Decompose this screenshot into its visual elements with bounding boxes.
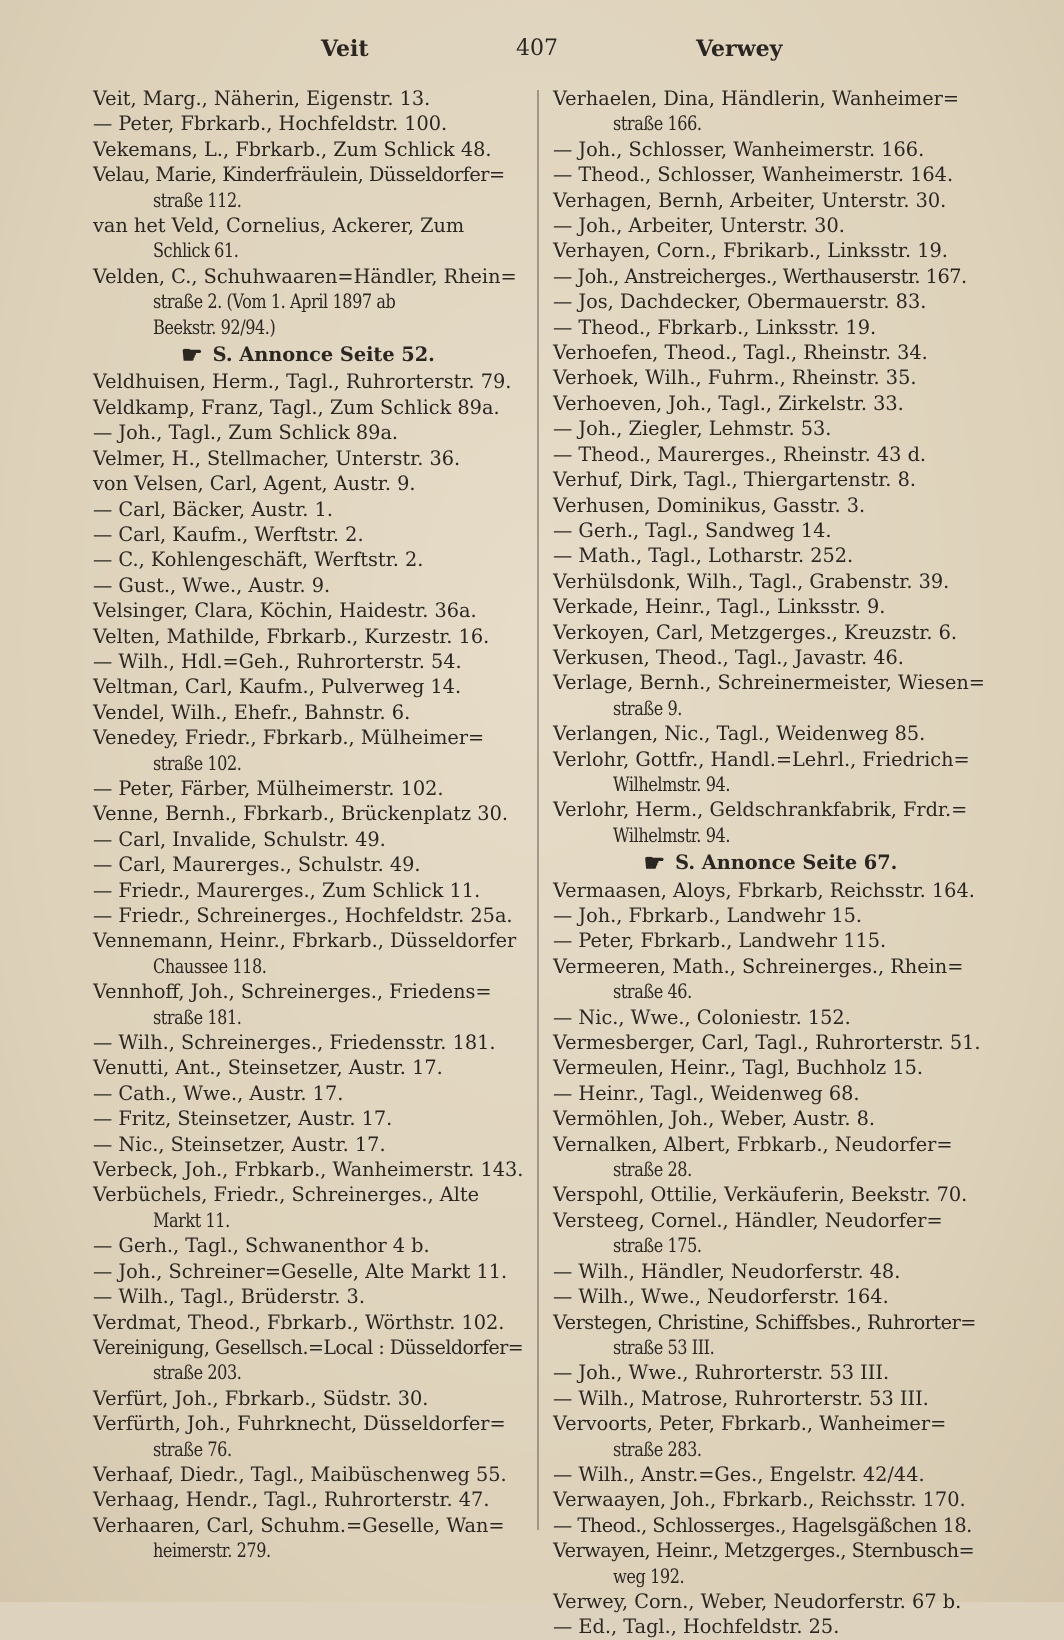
directory-entry (93, 264, 523, 340)
entry-line: — Wilh., Wwe., Neudorferstr. 164. (553, 1285, 889, 1309)
entry-continuation-line: straße 203. (152, 1361, 242, 1385)
entry-line: — Nic., Wwe., Coloniestr. 152. (553, 1005, 851, 1029)
entry-line: Verwaayen, Joh., Fbrkarb., Reichsstr. 170. (553, 1488, 966, 1512)
entry-line: Verwayen, Heinr., Metzgerges., Sternbusch= (553, 1539, 975, 1563)
directory-entry (93, 137, 523, 162)
entry-line: — Peter, Fbrkarb., Landwehr 115. (553, 929, 887, 953)
directory-entry (93, 547, 523, 572)
entry-line: Verlangen, Nic., Tagl., Weidenweg 85. (553, 722, 926, 746)
directory-entry (93, 162, 523, 213)
directory-entry (93, 1233, 523, 1258)
entry-line: Vermeulen, Heinr., Tagl, Buchholz 15. (553, 1056, 924, 1080)
entry-line: Vermeeren, Math., Schreinerges., Rhein= (553, 954, 964, 978)
entry-line: Verhoek, Wilh., Fuhrm., Rheinstr. 35. (553, 366, 917, 390)
directory-entry (553, 569, 988, 594)
entry-line: — C., Kohlengeschäft, Werftstr. 2. (93, 548, 424, 572)
entry-line: — Carl, Invalide, Schulstr. 49. (93, 827, 386, 851)
directory-entry (93, 1284, 523, 1309)
directory-entry (93, 369, 523, 394)
entry-line: Verkade, Heinr., Tagl., Linksstr. 9. (553, 595, 886, 619)
directory-entry (553, 670, 988, 721)
directory-entry (553, 1386, 988, 1411)
directory-entry (553, 1081, 988, 1106)
entry-line: — Wilh., Hdl.=Geh., Ruhrorterstr. 54. (93, 649, 462, 673)
entry-line: Velmer, H., Stellmacher, Unterstr. 36. (93, 446, 461, 470)
entry-line: Verhuf, Dirk, Tagl., Thiergartenstr. 8. (553, 468, 916, 492)
directory-entry (553, 1360, 988, 1385)
entry-line: — Fritz, Steinsetzer, Austr. 17. (93, 1107, 393, 1131)
entry-line: — Gerh., Tagl., Schwanenthor 4 b. (93, 1234, 430, 1258)
directory-entry (553, 289, 988, 314)
page-number: 407 (516, 36, 558, 61)
entry-line: Verbeck, Joh., Frbkarb., Wanheimerstr. 143. (93, 1158, 524, 1182)
directory-entry (93, 1030, 523, 1055)
entry-continuation-line: straße 166. (613, 112, 702, 136)
directory-entry (553, 493, 988, 518)
directory-entry (553, 645, 988, 670)
entry-continuation-line: heimerstr. 279. (152, 1539, 271, 1563)
directory-entry (93, 1513, 523, 1564)
directory-entry (553, 518, 988, 543)
directory-entry (93, 471, 523, 496)
entry-line: — Joh., Wwe., Ruhrorterstr. 53 III. (553, 1361, 890, 1385)
entry-line: — Carl, Maurerges., Schulstr. 49. (93, 853, 421, 877)
entry-line: Verlohr, Gottfr., Handl.=Lehrl., Friedrich= (553, 747, 970, 771)
directory-entry (553, 340, 988, 365)
directory-entry (553, 1106, 988, 1131)
directory-entry (553, 365, 988, 390)
entry-line: — Joh., Schreiner=Geselle, Alte Markt 11. (93, 1259, 508, 1283)
directory-entry (553, 903, 988, 928)
directory-entry (93, 852, 523, 877)
entry-line: — Wilh., Schreinerges., Friedensstr. 181. (93, 1031, 496, 1055)
entry-line: — Jos, Dachdecker, Obermauerstr. 83. (553, 290, 927, 314)
directory-entry (93, 1106, 523, 1131)
directory-entry (93, 1182, 523, 1233)
entry-line: — Carl, Kaufm., Werftstr. 2. (93, 522, 364, 546)
directory-entry (553, 1538, 988, 1589)
entry-continuation-line: straße 102. (152, 751, 242, 775)
entry-continuation-line: straße 9. (613, 696, 682, 720)
entry-continuation-line: Beekstr. 92/94.) (152, 315, 276, 339)
directory-entry (553, 878, 988, 903)
entry-line: Vermaasen, Aloys, Fbrkarb, Reichsstr. 164. (553, 878, 975, 902)
directory-entry (553, 1055, 988, 1080)
entry-line: Veldkamp, Franz, Tagl., Zum Schlick 89a. (93, 395, 500, 419)
entry-line: Verlage, Bernh., Schreinermeister, Wiesen= (553, 671, 985, 695)
directory-entry (93, 674, 523, 699)
entry-line: Vennemann, Heinr., Fbrkarb., Düsseldorfer (93, 929, 517, 953)
directory-entry (93, 1259, 523, 1284)
directory-entry (93, 573, 523, 598)
entry-line: Veltman, Carl, Kaufm., Pulverweg 14. (93, 675, 462, 699)
entry-line: Verkusen, Theod., Tagl., Javastr. 46. (553, 645, 904, 669)
entry-line: Vekemans, L., Fbrkarb., Zum Schlick 48. (93, 137, 492, 161)
directory-entry (93, 86, 523, 111)
entry-line: — Gust., Wwe., Austr. 9. (93, 573, 331, 597)
entry-line: — Joh., Arbeiter, Unterstr. 30. (553, 214, 845, 238)
directory-entry (553, 1614, 988, 1639)
directory-entry (93, 1335, 523, 1386)
entry-line: — Theod., Fbrkarb., Linksstr. 19. (553, 315, 877, 339)
directory-entry (93, 395, 523, 420)
entry-continuation-line: straße 46. (613, 980, 692, 1004)
entry-line: — Nic., Steinsetzer, Austr. 17. (93, 1132, 386, 1156)
directory-entry (553, 1132, 988, 1183)
entry-line: Verspohl, Ottilie, Verkäuferin, Beekstr. 70. (553, 1183, 968, 1207)
entry-continuation-line: straße 76. (152, 1437, 232, 1461)
directory-entry (553, 954, 988, 1005)
directory-entry (553, 137, 988, 162)
page-header (0, 36, 1064, 72)
pointing-hand-icon: ☛ (181, 340, 203, 370)
entry-continuation-line: Markt 11. (152, 1208, 230, 1232)
directory-entry (93, 1132, 523, 1157)
directory-entry (93, 979, 523, 1030)
pointing-hand-icon: ☛ (643, 848, 666, 878)
directory-entry (553, 1259, 988, 1284)
entry-line: Venne, Bernh., Fbrkarb., Brückenplatz 30. (93, 802, 508, 826)
directory-entry (93, 1081, 523, 1106)
entry-continuation-line: straße 283. (613, 1437, 702, 1461)
entry-line: Verwey, Corn., Weber, Neudorferstr. 67 b. (553, 1589, 962, 1613)
directory-entry (93, 649, 523, 674)
entry-line: — Wilh., Anstr.=Ges., Engelstr. 42/44. (553, 1462, 925, 1486)
directory-entry (93, 1386, 523, 1411)
entry-line: — Wilh., Matrose, Ruhrorterstr. 53 III. (553, 1386, 929, 1410)
directory-entry (553, 721, 988, 746)
entry-line: Verhaaren, Carl, Schuhm.=Geselle, Wan= (93, 1513, 505, 1537)
entry-continuation-line: straße 112. (152, 188, 242, 212)
directory-entry (553, 162, 988, 187)
entry-line: — Joh., Tagl., Zum Schlick 89a. (93, 421, 399, 445)
directory-entry (93, 497, 523, 522)
directory-entry (553, 1284, 988, 1309)
directory-entry (553, 1182, 988, 1207)
entry-continuation-line: straße 28. (613, 1158, 692, 1182)
header-right-keyword: Verwey (696, 36, 783, 62)
directory-entry (553, 1030, 988, 1055)
directory-entry (93, 1157, 523, 1182)
entry-line: Vernalken, Albert, Frbkarb., Neudorfer= (553, 1132, 953, 1156)
directory-entry (93, 801, 523, 826)
entry-continuation-line: straße 53 III. (613, 1335, 715, 1359)
entry-line: — Joh., Anstreicherges., Werthauserstr. 167. (553, 264, 967, 288)
directory-entry (553, 1005, 988, 1030)
entry-line: Vermesberger, Carl, Tagl., Ruhrorterstr. 51. (553, 1031, 981, 1055)
directory-entry (93, 878, 523, 903)
directory-entry (553, 238, 988, 263)
directory-entry (553, 594, 988, 619)
entry-line: — Joh., Fbrkarb., Landwehr 15. (553, 904, 863, 927)
directory-entry (93, 903, 523, 928)
directory-entry (553, 797, 988, 848)
entry-line: — Math., Tagl., Lotharstr. 252. (553, 544, 854, 568)
directory-entry (553, 213, 988, 238)
entry-line: — Gerh., Tagl., Sandweg 14. (553, 518, 832, 542)
directory-entry (93, 725, 523, 776)
directory-entry (553, 1462, 988, 1487)
entry-line: Velsinger, Clara, Köchin, Haidestr. 36a. (93, 599, 477, 623)
directory-entry (553, 391, 988, 416)
directory-entry (553, 928, 988, 953)
entry-line: Venedey, Friedr., Fbrkarb., Mülheimer= (93, 726, 485, 750)
entry-line: — Peter, Färber, Mülheimerstr. 102. (93, 776, 444, 800)
directory-entry (553, 1310, 988, 1361)
entry-line: Verhaaf, Diedr., Tagl., Maibüschenweg 55. (93, 1462, 507, 1486)
entry-continuation-line: Schlick 61. (152, 239, 239, 263)
entry-line: Verhülsdonk, Wilh., Tagl., Grabenstr. 39. (553, 569, 950, 593)
directory-entry (93, 776, 523, 801)
entry-line: Verbüchels, Friedr., Schreinerges., Alte (93, 1183, 480, 1207)
directory-entry (553, 188, 988, 213)
entry-line: Verstegen, Christine, Schiffsbes., Ruhrorter= (553, 1310, 976, 1334)
entry-line: von Velsen, Carl, Agent, Austr. 9. (93, 472, 416, 496)
entry-line: — Cath., Wwe., Austr. 17. (93, 1081, 344, 1105)
entry-line: Vermöhlen, Joh., Weber, Austr. 8. (553, 1107, 875, 1131)
entry-line: Velau, Marie, Kinderfräulein, Düsseldorfer= (93, 163, 505, 187)
directory-entry (93, 700, 523, 725)
entry-line: — Ed., Tagl., Hochfeldstr. 25. (553, 1615, 840, 1639)
directory-entry (93, 1411, 523, 1462)
directory-entry (93, 111, 523, 136)
entry-line: Verhusen, Dominikus, Gasstr. 3. (553, 493, 866, 517)
entry-continuation-line: Chaussee 118. (152, 954, 267, 978)
directory-entry (93, 420, 523, 445)
entry-line: Verfürt, Joh., Fbrkarb., Südstr. 30. (93, 1386, 429, 1410)
directory-entry (553, 543, 988, 568)
directory-entry (93, 827, 523, 852)
annonce-reference (553, 848, 988, 878)
directory-entry (553, 264, 988, 289)
directory-entry (553, 442, 988, 467)
directory-entry (553, 620, 988, 645)
entry-line: Vendel, Wilh., Ehefr., Bahnstr. 6. (93, 700, 411, 724)
directory-entry (553, 416, 988, 441)
entry-continuation-line: Wilhelmstr. 94. (613, 823, 731, 847)
right-column (553, 86, 988, 1640)
directory-entry (553, 86, 988, 137)
entry-line: Verfürth, Joh., Fuhrknecht, Düsseldorfer= (93, 1412, 506, 1436)
entry-line: Verkoyen, Carl, Metzgerges., Kreuzstr. 6. (553, 620, 958, 644)
header-left-keyword: Veit (321, 36, 369, 62)
annonce-reference (93, 340, 523, 370)
entry-line: — Wilh., Tagl., Brüderstr. 3. (93, 1285, 365, 1309)
entry-line: Verhayen, Corn., Fbrikarb., Linksstr. 19. (553, 239, 948, 263)
entry-line: — Friedr., Maurerges., Zum Schlick 11. (93, 878, 481, 902)
entry-line: Veit, Marg., Näherin, Eigenstr. 13. (93, 87, 431, 110)
directory-entry (93, 213, 523, 264)
directory-entry (553, 467, 988, 492)
directory-entry (553, 315, 988, 340)
entry-line: — Joh., Schlosser, Wanheimerstr. 166. (553, 137, 925, 161)
directory-entry (553, 747, 988, 798)
directory-entry (93, 624, 523, 649)
entry-line: — Theod., Schlosser, Wanheimerstr. 164. (553, 163, 954, 187)
entry-line: van het Veld, Cornelius, Ackerer, Zum (93, 214, 465, 238)
entry-line: Venutti, Ant., Steinsetzer, Austr. 17. (93, 1056, 443, 1080)
directory-entry (93, 598, 523, 623)
entry-line: — Peter, Fbrkarb., Hochfeldstr. 100. (93, 112, 448, 136)
entry-continuation-line: weg 192. (613, 1564, 685, 1588)
entry-line: — Heinr., Tagl., Weidenweg 68. (553, 1081, 860, 1105)
column-divider (537, 90, 539, 1530)
entry-line: — Friedr., Schreinerges., Hochfeldstr. 25a. (93, 904, 513, 927)
directory-entry (93, 1487, 523, 1512)
entry-line: — Joh., Ziegler, Lehmstr. 53. (553, 417, 832, 441)
left-column (93, 86, 523, 1564)
entry-continuation-line: straße 175. (613, 1234, 702, 1258)
directory-entry (553, 1411, 988, 1462)
directory-entry (93, 1462, 523, 1487)
entry-line: Verhaelen, Dina, Händlerin, Wanheimer= (553, 87, 959, 110)
directory-entry (553, 1513, 988, 1538)
directory-entry (93, 928, 523, 979)
entry-line: — Theod., Maurerges., Rheinstr. 43 d. (553, 442, 927, 466)
entry-line: Verhoeven, Joh., Tagl., Zirkelstr. 33. (553, 391, 904, 415)
entry-continuation-line: Wilhelmstr. 94. (613, 772, 731, 796)
entry-continuation-line: straße 181. (152, 1005, 242, 1029)
directory-entry (553, 1487, 988, 1512)
entry-line: Verlohr, Herm., Geldschrankfabrik, Frdr.= (553, 798, 968, 822)
entry-line: Vervoorts, Peter, Fbrkarb., Wanheimer= (553, 1412, 947, 1436)
directory-entry (93, 1310, 523, 1335)
entry-line: Vennhoff, Joh., Schreinerges., Friedens= (93, 980, 492, 1004)
directory-entry (553, 1208, 988, 1259)
entry-line: Velden, C., Schuhwaaren=Händler, Rhein= (93, 264, 517, 288)
directory-entry (93, 446, 523, 471)
entry-line: Velten, Mathilde, Fbrkarb., Kurzestr. 16. (93, 624, 490, 648)
entry-line: — Carl, Bäcker, Austr. 1. (93, 497, 333, 521)
entry-line: — Theod., Schlosserges., Hagelsgäßchen 18. (553, 1513, 972, 1537)
entry-line: Vereinigung, Gesellsch.=Local : Düsseldorfer= (93, 1335, 524, 1359)
directory-entry (93, 522, 523, 547)
entry-line: Verhagen, Bernh, Arbeiter, Unterstr. 30. (553, 188, 947, 212)
directory-entry (93, 1055, 523, 1080)
entry-line: — Wilh., Händler, Neudorferstr. 48. (553, 1259, 901, 1283)
entry-line: Verhoefen, Theod., Tagl., Rheinstr. 34. (553, 341, 928, 365)
entry-line: Verdmat, Theod., Fbrkarb., Wörthstr. 102. (93, 1310, 505, 1334)
entry-line: Versteeg, Cornel., Händler, Neudorfer= (553, 1208, 943, 1232)
annonce-text: S. Annonce Seite 67. (675, 851, 898, 875)
entry-line: Verhaag, Hendr., Tagl., Ruhrorterstr. 47. (93, 1488, 490, 1512)
entry-continuation-line: straße 2. (Vom 1. April 1897 ab (152, 290, 396, 314)
entry-line: Veldhuisen, Herm., Tagl., Ruhrorterstr. 79. (93, 370, 512, 394)
annonce-text: S. Annonce Seite 52. (212, 343, 435, 367)
